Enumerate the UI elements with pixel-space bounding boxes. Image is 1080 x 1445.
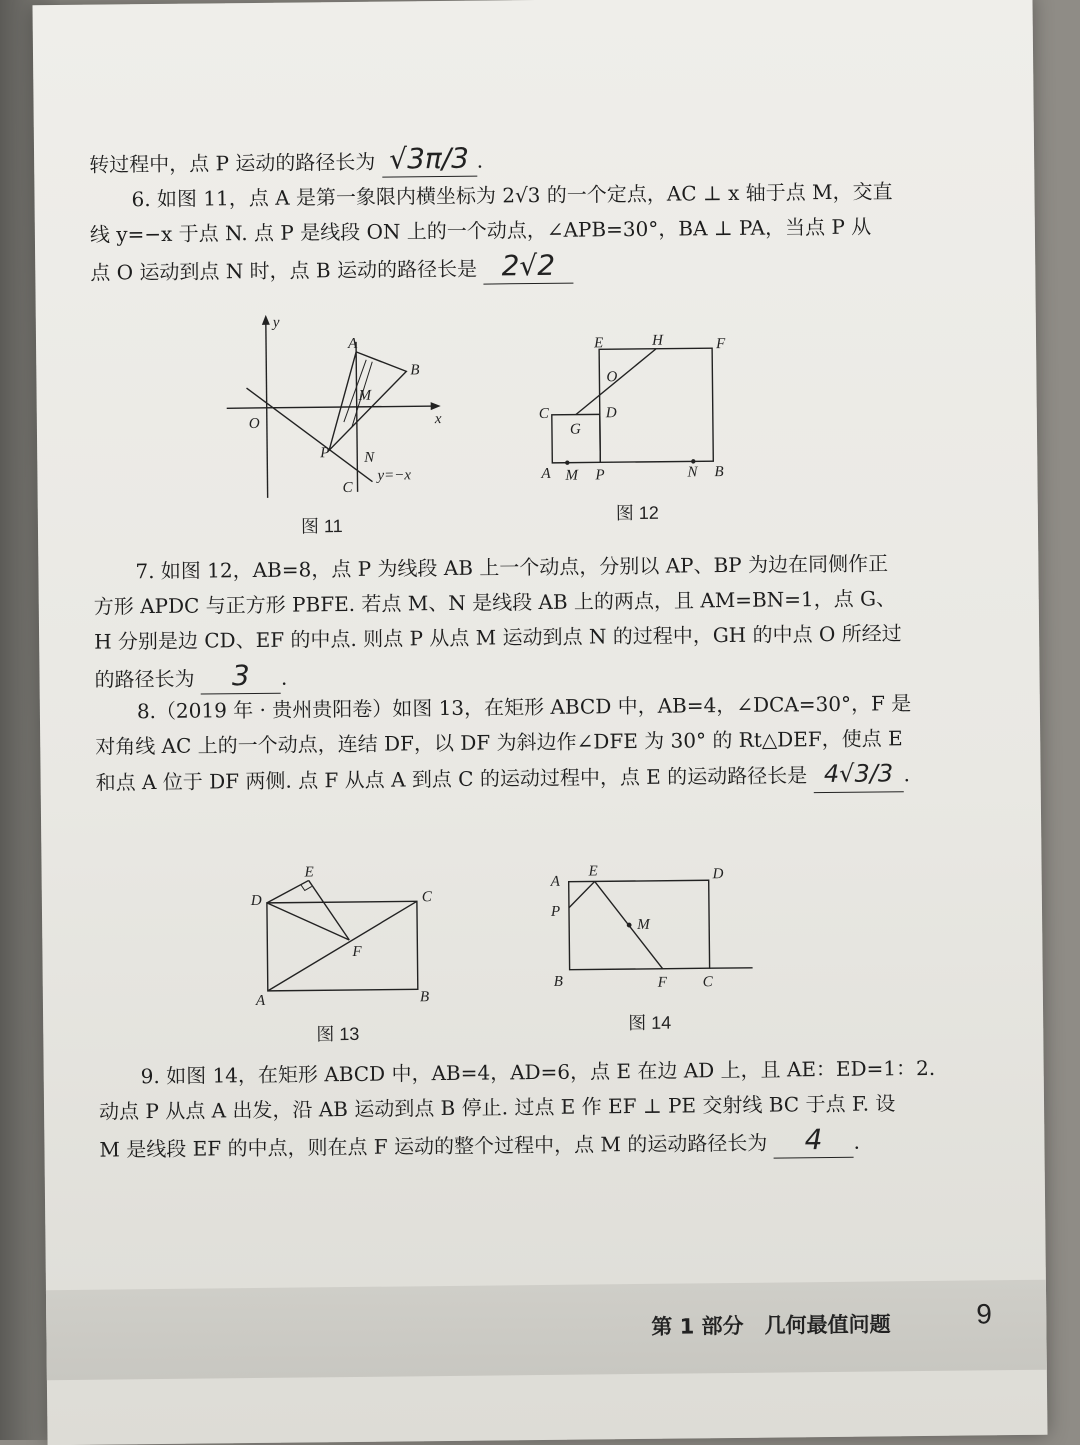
fig12-label-D: D [605, 405, 617, 421]
problem-6-answer: 2√2 [483, 248, 573, 285]
fig11-label-B: B [410, 362, 419, 378]
footer-band [46, 1280, 1047, 1380]
fig11-label-N: N [363, 450, 375, 466]
fig12-label-A: A [540, 466, 551, 482]
problem-7-answer: 3 [201, 658, 281, 695]
fig12-label-O: O [606, 369, 617, 385]
fig11-label-O: O [249, 416, 260, 432]
problem-7-line-3: H 分别是边 CD、EF 的中点. 则点 P 从点 M 运动到点 N 的过程中，GH 的中点 O 所经过 [94, 615, 999, 659]
fig14-label-F: F [657, 975, 668, 991]
problem-5-text: 转过程中，点 P 运动的路径长为 [89, 150, 375, 177]
problem-7-line-2: 方形 APDC 与正方形 PBFE. 若点 M、N 是线段 AB 上的两点，且 AM=BN=1，点 G、 [94, 580, 999, 624]
figure-13-caption: 图 13 [316, 1020, 359, 1046]
figure-12-caption: 图 12 [616, 499, 659, 525]
fig12-label-F: F [715, 336, 726, 352]
fig14-label-P: P [550, 904, 560, 920]
fig12-label-N: N [686, 464, 698, 480]
fig14-label-B: B [554, 974, 563, 990]
problem-6-line-3: 点 O 运动到点 N 时，点 B 运动的路径长是 [90, 257, 477, 285]
fig13-label-F: F [351, 944, 362, 960]
figure-12 [526, 328, 748, 490]
problem-6-line-1: 6. 如图 11，点 A 是第一象限内横坐标为 2√3 的一个定点，AC ⊥ x 轴于点 M，交直 [89, 173, 994, 217]
fig11-label-y: y [271, 315, 280, 331]
fig12-label-G: G [570, 422, 581, 438]
fig14-label-C: C [703, 974, 714, 990]
figure-11-caption: 图 11 [301, 512, 343, 538]
problem-7-line-4: 的路径长为 [94, 667, 194, 692]
footer-section-title: 第 1 部分 几何最值问题 [651, 1308, 891, 1341]
book-page [32, 0, 1047, 1445]
figure-11 [216, 311, 448, 513]
fig12-label-E: E [593, 335, 603, 351]
fig14-label-E: E [588, 863, 598, 879]
problem-7: 7. 如图 12，AB=8，点 P 为线段 AB 上一个动点，分别以 AP、BP 为边在同侧作正 方形 APDC 与正方形 PBFE. 若点 M、N 是线段 AB 上的两点，且 AM=BN=1，点 G、 H 分别是边 CD、EF 的中点. 则点 P 从点 M 运动到点 N 的过程中，GH 的中点 O 所经过 的路径长为 3 . [93, 545, 999, 697]
problem-9-line-3: M 是线段 EF 的中点，则在点 F 运动的整个过程中，点 M 的运动路径长为 [99, 1131, 767, 1162]
fig13-label-B: B [420, 989, 429, 1005]
fig12-label-B: B [714, 464, 723, 480]
problem-9: 9. 如图 14，在矩形 ABCD 中，AB=4，AD=6，点 E 在边 AD 上，且 AE：ED=1：2. 动点 P 从点 A 出发，沿 AB 运动到点 B 停止. 过点 E 作 EF ⊥ PE 交射线 BC 于点 F. 设 M 是线段 EF 的中点，则在点 F 运动的整个过程中，点 M 的运动路径长为 4 . [99, 1050, 1005, 1167]
fig12-label-C: C [539, 406, 550, 422]
problem-5-answer: √3π/3 [381, 141, 476, 178]
page-number: 9 [976, 1298, 992, 1330]
fig11-label-x: x [434, 411, 442, 427]
problem-6 [89, 173, 995, 290]
fig13-label-A: A [255, 993, 266, 1009]
problem-8: 8.（2019 年 · 贵州贵阳卷）如图 13，在矩形 ABCD 中，AB=4，∠DCA=30°，F 是 对角线 AC 上的一个动点，连结 DF，以 DF 为斜边作∠DFE 为 30° 的 Rt△DEF，使点 E 和点 A 位于 DF 两侧. 点 F 从点 A 到点 C 的运动过程中，点 E 的运动路径长是 4√3/3 . [95, 685, 1001, 800]
problem-9-answer: 4 [773, 1122, 853, 1159]
figure-14-caption: 图 14 [628, 1009, 671, 1035]
figure-14 [536, 858, 767, 1000]
figure-13 [236, 851, 468, 1013]
fig14-label-D: D [712, 866, 724, 882]
problem-6-line-2: 线 y=−x 于点 N. 点 P 是线段 ON 上的一个动点，∠APB=30°，BA ⊥ PA，当点 P 从 [90, 208, 995, 252]
fig12-label-P: P [594, 467, 604, 483]
problem-9-line-2: 动点 P 从点 A 出发，沿 AB 运动到点 B 停止. 过点 E 作 EF ⊥ PE 交射线 BC 于点 F. 设 [99, 1085, 1004, 1129]
problem-8-line-1: 8.（2019 年 · 贵州贵阳卷）如图 13，在矩形 ABCD 中，AB=4，∠DCA=30°，F 是 [95, 685, 1000, 729]
fig12-label-H: H [651, 333, 664, 349]
problem-8-line-3: 和点 A 位于 DF 两侧. 点 F 从点 A 到点 C 的运动过程中，点 E 的运动路径长是 [96, 763, 808, 794]
fig12-label-M: M [564, 468, 579, 484]
problem-5-tail: 转过程中，点 P 运动的路径长为 √3π/3 . [89, 135, 994, 182]
fig13-label-D: D [250, 893, 262, 909]
problem-8-answer: 4√3/3 [813, 756, 903, 793]
fig13-label-C: C [422, 889, 433, 905]
fig14-label-A: A [550, 874, 561, 890]
fig11-label-M: M [358, 388, 373, 404]
problem-9-line-1: 9. 如图 14，在矩形 ABCD 中，AB=4，AD=6，点 E 在边 AD 上，且 AE：ED=1：2. [99, 1050, 1004, 1094]
fig11-label-line: y=−x [375, 467, 411, 483]
problem-7-line-1: 7. 如图 12，AB=8，点 P 为线段 AB 上一个动点，分别以 AP、BP 为边在同侧作正 [93, 545, 998, 589]
fig13-label-E: E [304, 864, 314, 880]
fig14-label-M: M [636, 917, 651, 933]
fig11-label-A: A [347, 336, 358, 352]
problem-8-line-2: 对角线 AC 上的一个动点，连结 DF，以 DF 为斜边作∠DFE 为 30° 的 Rt△DEF，使点 E [95, 720, 1000, 764]
fig11-label-C: C [342, 480, 353, 496]
fig11-label-P: P [319, 445, 329, 461]
